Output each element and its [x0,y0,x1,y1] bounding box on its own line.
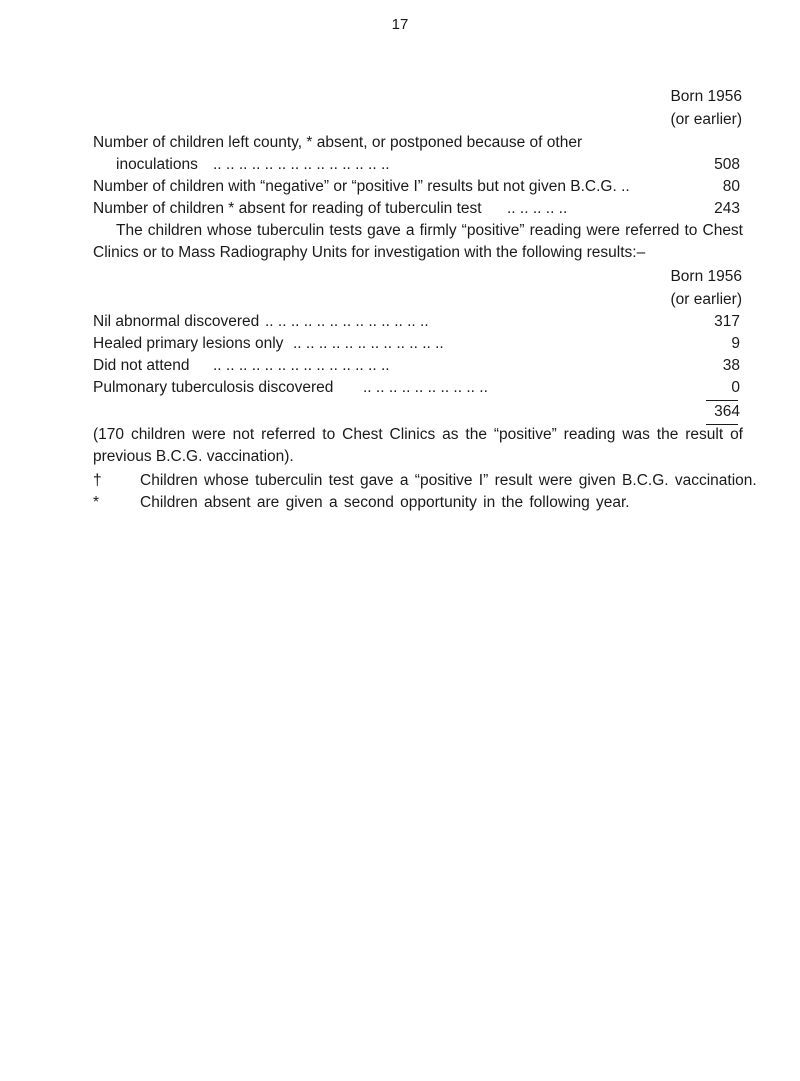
leader-dots: .. .. .. .. .. .. .. .. .. .. .. .. .. .. [213,156,390,173]
column-heading-1-line2: (or earlier) [670,111,742,128]
result-value: 317 [714,313,740,330]
row-negative-positive-label: Number of children with “negative” or “positive I” results but not given B.C.G. .. [93,178,630,195]
result-label: Pulmonary tuberculosis discovered [93,379,334,396]
row-left-county-value: 508 [714,156,740,173]
footnote-text: Children whose tuberculin test gave a “positive I” result were given B.C.G. vaccination. [140,472,757,489]
result-row [93,355,740,377]
result-row [93,377,740,399]
result-label: Did not attend [93,357,190,374]
row-left-county-line1 [93,132,740,154]
column-heading-2-line2: (or earlier) [670,291,742,308]
result-row [93,333,740,355]
row-negative-positive-value: 80 [722,178,740,195]
column-heading-1-line1: Born 1956 [670,88,742,105]
paragraph-not-referred: (170 children were not referred to Chest Clinics as the “positive” reading was the result of previous B.C.G. vaccination). [93,426,743,465]
result-row [93,311,740,333]
total-row [93,401,740,423]
total-value: 364 [714,403,740,420]
leader-dots: .. .. .. .. .. .. .. .. .. .. .. .. .. [265,313,429,330]
result-value: 38 [722,357,740,374]
leader-dots: .. .. .. .. .. [507,200,568,217]
footnote-mark: * [93,494,100,511]
column-heading-2 [670,265,742,311]
footnote-text: Children absent are given a second opportunity in the following year. [140,494,630,511]
row-absent-reading-value: 243 [714,200,740,217]
row-left-county [93,154,740,176]
column-heading-2-line1: Born 1956 [670,268,742,285]
row-negative-positive [93,176,740,198]
row-left-county-label-line1: Number of children left county, * absent, or postponed because of other [93,134,583,151]
paragraph-referral: The children whose tuberculin tests gave a firmly “positive” reading were referred to Chest Clinics or to Mass Radiography Units for investigation with the following results:– [93,222,743,261]
column-heading-1 [670,85,742,131]
leader-dots: .. .. .. .. .. .. .. .. .. .. .. .. .. .. [213,357,390,374]
row-left-county-label-line2: inoculations [116,156,198,173]
result-value: 9 [731,335,740,352]
result-label: Healed primary lesions only [93,335,284,352]
result-value: 0 [731,379,740,396]
row-absent-reading-label: Number of children * absent for reading of tuberculin test [93,200,482,217]
footnote-mark: † [93,472,102,489]
leader-dots: .. .. .. .. .. .. .. .. .. .. [363,379,488,396]
row-absent-reading [93,198,740,220]
leader-dots: .. .. .. .. .. .. .. .. .. .. .. .. [293,335,444,352]
page-number: 17 [391,16,409,33]
result-label: Nil abnormal discovered [93,313,260,330]
